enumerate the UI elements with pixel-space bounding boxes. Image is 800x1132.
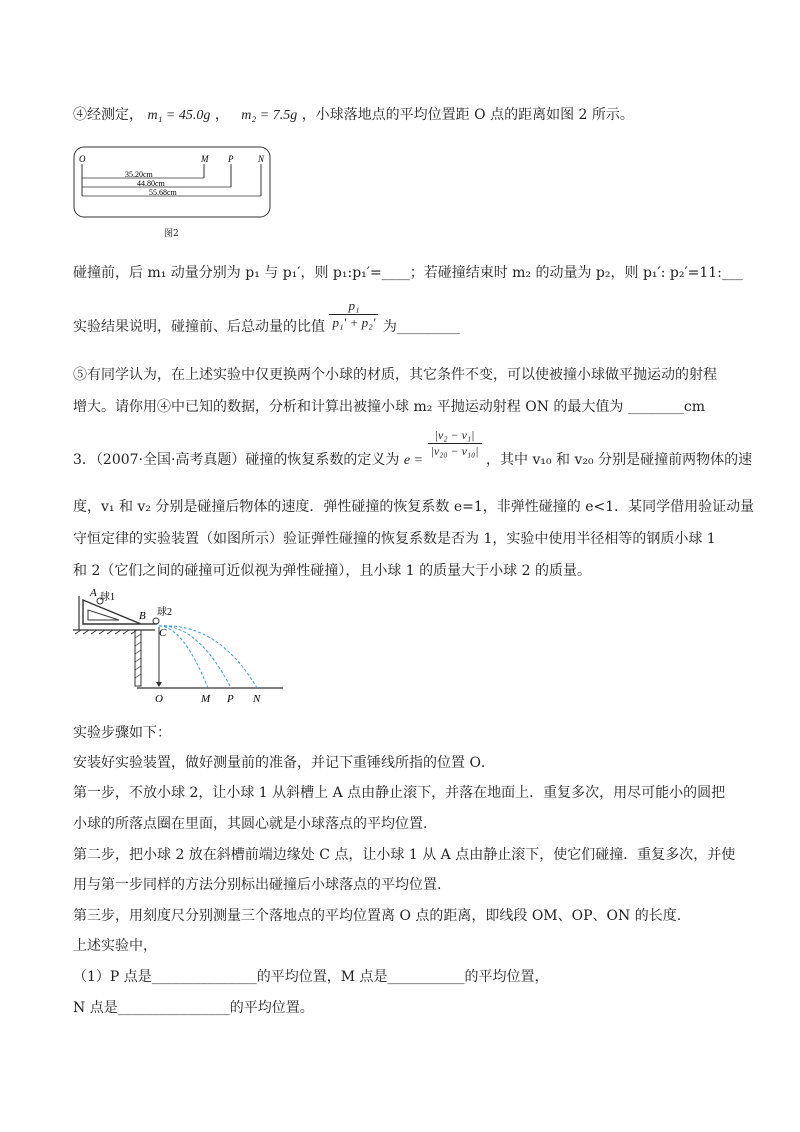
restitution-fraction [428,428,482,459]
sub-question-1a: （1）P 点是_______________的平均位置，M 点是___________的平均位置， [73,969,549,985]
q3-line4: 和 2（它们之间的碰撞可近似视为弹性碰撞），且小球 1 的质量大于小球 2 的质量。 [73,563,591,579]
step-2a: 第二步，把小球 2 放在斜槽前端边缘处 C 点，让小球 1 从 A 点由静止滚下，使它们碰撞．重复多次，并使 [73,847,736,863]
fig2-dim-op: 44.80cm [137,179,165,188]
figure-2 [73,146,271,218]
m2-value: m₂ = 7.5g [241,108,298,123]
sub-question-1b: N 点是________________的平均位置。 [73,1000,314,1016]
m1-value: m₁ = 45.0g [147,108,211,123]
label-ball2: 球2 [157,607,172,618]
ratio-suffix: 为_________ [382,318,460,335]
ratio-line [73,298,460,335]
label-c: C [159,627,167,639]
label-b: B [139,610,146,622]
restitution-numerator: |v₂ − v₁| [428,428,482,444]
label-ball1: 球1 [100,592,115,603]
label-m: M [201,693,211,705]
ratio-numerator: p₁ [329,298,378,315]
ratio-denominator: p₁′ + p₂′ [332,315,376,330]
fig2-label-m: M [201,154,209,164]
step-1b: 小球的所落点圈在里面，其圆心就是小球落点的平均位置. [73,816,428,832]
label-o: O [155,693,163,705]
q5-line1: ⑤有同学认为，在上述实验中仅更换两个小球的材质，其它条件不变，可以使被撞小球做平抛运动的射程 [73,367,717,383]
q3-line1-prefix: 3．（2007·全国·高考真题）碰撞的恢复系数的定义为 [73,451,400,468]
e-label: e = [403,452,424,468]
label-a: A [90,587,97,599]
steps-title: 实验步骤如下： [73,725,171,741]
q3-line3: 守恒定律的实验装置（如图所示）验证弹性碰撞的恢复系数是否为 1，实验中使用半径相等的钢质小球 1 [73,531,716,547]
restitution-denominator: |v₂₀ − v₁₀| [430,444,479,458]
measured-line [73,104,634,124]
fig2-dim-on: 55.68cm [149,188,177,197]
q5-line2: 增大。请你用④中已知的数据，分析和计算出被撞小球 m₂ 平抛运动射程 ON 的最大值为 ________cm [73,399,705,415]
q3-line1-suffix: ，其中 v₁₀ 和 v₂₀ 分别是碰撞前两物体的速 [486,451,753,468]
figure-2-diagram [73,146,271,218]
apparatus-diagram [73,586,288,706]
step-0: 安装好实验装置，做好测量前的准备，并记下重锤线所指的位置 O． [73,755,495,771]
above-text: 上述实验中， [73,938,157,954]
apparatus-figure [73,586,288,706]
q3-line1 [73,428,753,468]
step-2b: 用与第一步同样的方法分别标出碰撞后小球落点的平均位置. [73,877,442,893]
step-1a: 第一步，不放小球 2，让小球 1 从斜槽上 A 点由静止滚下，并落在地面上．重复多次，用尽可能小的圆把 [73,785,726,801]
ratio-fraction [329,298,378,331]
fig2-label-o: O [79,154,86,164]
label-n: N [253,693,261,705]
fig2-label-p: P [228,154,234,164]
measured-prefix: ④经测定， [73,107,143,123]
comma: ， [214,107,229,123]
q3-line2: 度，v₁ 和 v₂ 分别是碰撞后物体的速度．弹性碰撞的恢复系数 e=1，非弹性碰撞的 e<1．某同学借用验证动量 [73,499,755,515]
ratio-prefix: 实验结果说明，碰撞前、后总动量的比值 [73,318,325,335]
label-p: P [227,693,234,705]
fig2-dim-om: 35.20cm [125,170,153,179]
fig2-caption: 图2 [164,229,179,239]
momentum-line: 碰撞前，后 m₁ 动量分别为 p₁ 与 p₁′，则 p₁:p₁′=____；若碰撞结束时 m₂ 的动量为 p₂，则 p₁′: p₂′=11:___ [73,265,743,281]
step-3: 第三步，用刻度尺分别测量三个落地点的平均位置离 O 点的距离，即线段 OM、OP、ON 的长度. [73,908,682,924]
fig2-label-n: N [258,154,265,164]
measured-suffix: ，小球落地点的平均位置距 O 点的距离如图 2 所示。 [301,107,634,123]
